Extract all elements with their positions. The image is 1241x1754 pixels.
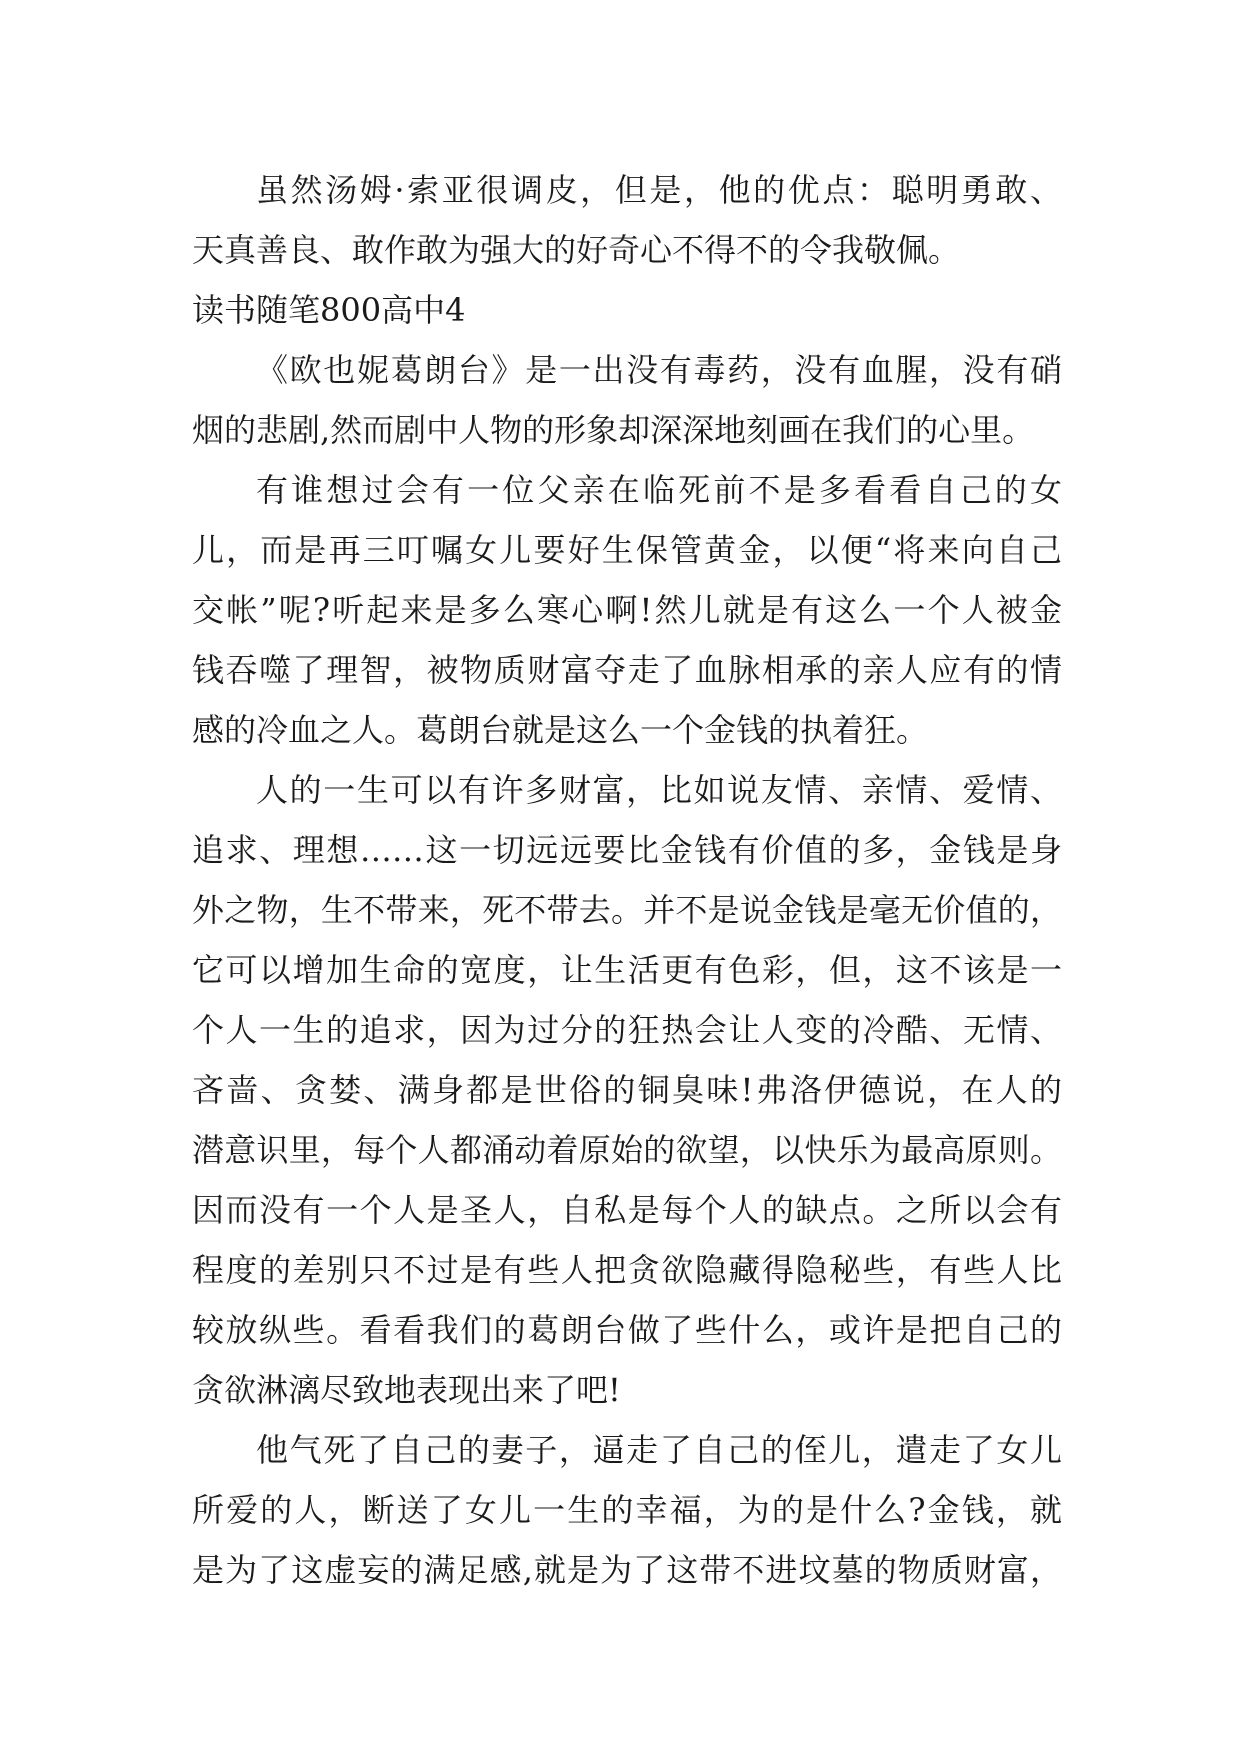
text-line: 人的一生可以有许多财富，比如说友情、亲情、爱情、 (256, 771, 1062, 809)
text-line: 交帐”呢?听起来是多么寒心啊!然儿就是有这么一个人被金 (192, 591, 1062, 629)
text-line: 有谁想过会有一位父亲在临死前不是多看看自己的女 (256, 471, 1062, 509)
section-heading: 读书随笔800高中4 (192, 291, 466, 329)
paragraph (192, 460, 1062, 760)
text-line: 是为了这虚妄的满足感,就是为了这带不进坟墓的物质财富， (192, 1551, 1062, 1589)
text-line: 天真善良、敢作敢为强大的好奇心不得不的令我敬佩。 (192, 231, 961, 269)
text-line: 个人一生的追求，因为过分的狂热会让人变的冷酷、无情、 (192, 1011, 1062, 1049)
document-body (192, 160, 1062, 1600)
text-line: 吝啬、贪婪、满身都是世俗的铜臭味!弗洛伊德说，在人的 (192, 1071, 1062, 1109)
text-line: 程度的差别只不过是有些人把贪欲隐藏得隐秘些，有些人比 (192, 1251, 1062, 1289)
paragraph (192, 340, 1062, 460)
text-line: 它可以增加生命的宽度，让生活更有色彩，但，这不该是一 (192, 951, 1062, 989)
text-line: 他气死了自己的妻子，逼走了自己的侄儿，遣走了女儿 (256, 1431, 1062, 1469)
paragraph (192, 160, 1062, 280)
paragraph (192, 760, 1062, 1420)
text-line: 《欧也妮葛朗台》是一出没有毒药，没有血腥，没有硝 (256, 351, 1062, 389)
text-line: 虽然汤姆·索亚很调皮，但是，他的优点：聪明勇敢、 (256, 171, 1062, 209)
text-line: 追求、理想……这一切远远要比金钱有价值的多，金钱是身 (192, 831, 1062, 869)
text-line: 儿，而是再三叮嘱女儿要好生保管黄金，以便“将来向自己 (192, 531, 1062, 569)
text-line: 贪欲淋漓尽致地表现出来了吧! (192, 1371, 621, 1409)
text-line: 外之物，生不带来，死不带去。并不是说金钱是毫无价值的， (192, 891, 1062, 929)
text-line: 钱吞噬了理智，被物质财富夺走了血脉相承的亲人应有的情 (192, 651, 1062, 689)
paragraph (192, 1420, 1062, 1600)
text-line: 因而没有一个人是圣人，自私是每个人的缺点。之所以会有 (192, 1191, 1062, 1229)
text-line: 感的冷血之人。葛朗台就是这么一个金钱的执着狂。 (192, 711, 929, 749)
text-line: 烟的悲剧,然而剧中人物的形象却深深地刻画在我们的心里。 (192, 411, 1035, 449)
text-line: 较放纵些。看看我们的葛朗台做了些什么，或许是把自己的 (192, 1311, 1062, 1349)
text-line: 潜意识里，每个人都涌动着原始的欲望，以快乐为最高原则。 (192, 1131, 1062, 1169)
text-line: 所爱的人，断送了女儿一生的幸福，为的是什么?金钱，就 (192, 1491, 1062, 1529)
